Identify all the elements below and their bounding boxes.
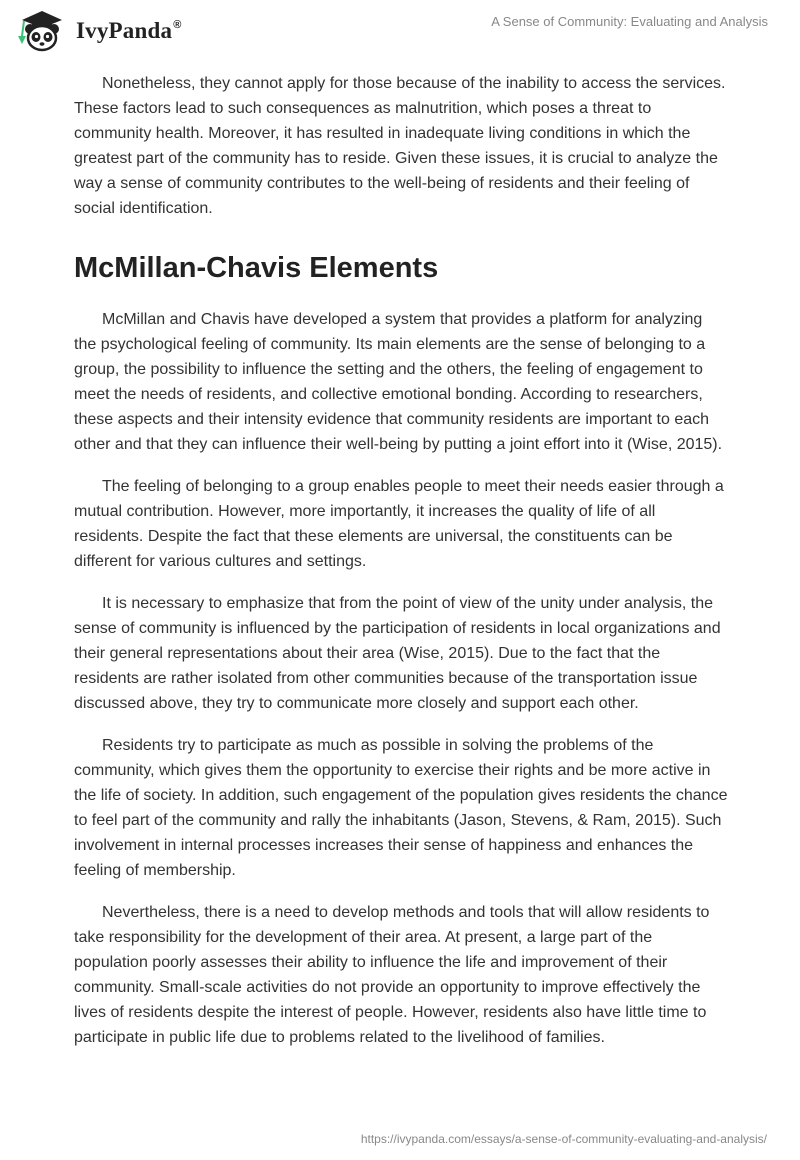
panda-graduation-cap-icon xyxy=(14,8,72,52)
brand-name: IvyPanda® xyxy=(76,18,182,43)
registered-mark: ® xyxy=(173,19,182,31)
brand-logo[interactable] xyxy=(14,8,182,52)
page-header xyxy=(0,0,800,60)
paragraph-2: The feeling of belonging to a group enables people to meet their needs easier through a mutual contribution. However, more importantly, it increases the quality of life of all residents. Despite the fact that these elements are universal, the constituents can be different for various cultures and settings. xyxy=(74,478,724,570)
essay-body xyxy=(74,71,728,1067)
document-title: A Sense of Community: Evaluating and Analysis xyxy=(491,14,768,29)
section-heading: McMillan-Chavis Elements xyxy=(74,252,439,284)
source-url-link[interactable]: https://ivypanda.com/essays/a-sense-of-community-evaluating-and-analysis/ xyxy=(360,1132,767,1146)
paragraph-5: Nevertheless, there is a need to develop methods and tools that will allow residents to take responsibility for the development of their area. At present, a large part of the population poorly assesses their ability to influence the life and improvement of their community. Small-scale activities do not provide an opportunity to improve effectively the lives of residents despite the interest of people. However, residents also have little time to participate in public life due to problems related to the livelihood of families. xyxy=(74,904,710,1046)
paragraph-4: Residents try to participate as much as possible in solving the problems of the community, which gives them the opportunity to exercise their rights and be more active in the life of society. In addition, such engagement of the population gives residents the chance to feel part of the community and rally the inhabitants (Jason, Stevens, & Ram, 2015). Such involvement in internal processes increases their sense of happiness and enhances the feeling of membership. xyxy=(74,737,728,879)
paragraph-intro: Nonetheless, they cannot apply for those because of the inability to access the services. These factors lead to such consequences as malnutrition, which poses a threat to community health. Moreover, it has resulted in inadequate living conditions in which the greatest part of the community has to reside. Given these issues, it is crucial to analyze the way a sense of community contributes to the well-being of residents and their feeling of social identification. xyxy=(74,75,726,217)
paragraph-3: It is necessary to emphasize that from the point of view of the unity under analysis, the sense of community is influenced by the participation of residents in local organizations and their general representations about their area (Wise, 2015). Due to the fact that the residents are rather isolated from other communities because of the transportation issue discussed above, they try to communicate more closely and support each other. xyxy=(74,595,721,712)
paragraph-1: McMillan and Chavis have developed a system that provides a platform for analyzing the psychological feeling of community. Its main elements are the sense of belonging to a group, the possibility to influence the setting and the others, the feeling of engagement to meet the needs of residents, and collective emotional bonding. According to researchers, these aspects and their intensity evidence that community residents are important to each other and that they can influence their well-being by putting a joint effort into it (Wise, 2015). xyxy=(74,311,723,453)
